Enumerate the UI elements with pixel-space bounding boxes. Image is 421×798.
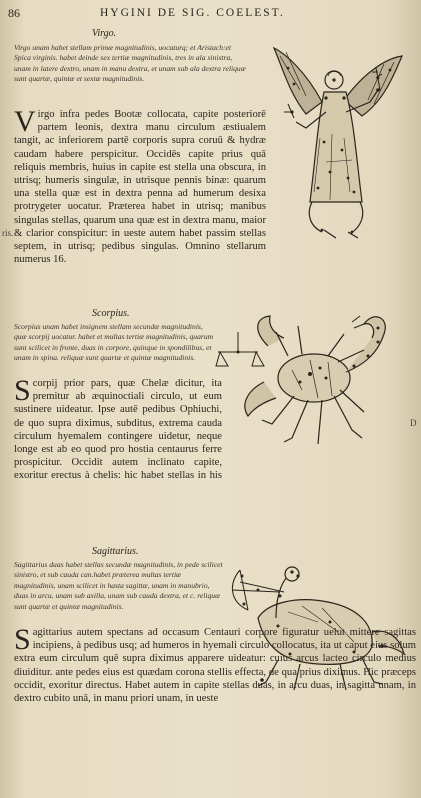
virgo-body: irgo infra pedes Bootæ collocata, capite posteriorē partem leonis, dextra manu circulum æstiualem tangit, ac inferiorem partē corporis supra coruū & hydræ caudam habere perspicitur. Occidēs capite prius quā reliquis membris, huius in capite est stella una obscura, in utrisq; humeris singulæ, in utrisque pennis binæ: quarum una stella quæ est in dextra penna ad humerum desixa protrygeter uocatur. Præterea habet in utrisq; manibus singulas stellas, quarum una quæ est in dextra manu, maior & clarior conspicitur: in ueste autem habet passim stellas septem, in utrisq; pedibus singulas. Omnino stellarum numerus 16. (14, 109, 266, 266)
scorpius-text-wrapped (14, 377, 222, 481)
sagittarius-text (14, 626, 416, 794)
sagittarius-dropcap: S (14, 626, 31, 656)
sagittarius-summary: Sagittarius duas habet stellas secundæ magnitudinis, in pede scilicet sinistro, et sub cauda can.habet præterea multas tertiæ magnitudinis, unam scilicet in hasta sagittæ, unam in manubrio, duas in arcu, unam sub axilla, unam sub cauda dextra, et c. reliquæ sunt quartæ et quintæ magnitudinis. (14, 560, 223, 611)
sagittarius-caption: Sagittarius. (92, 546, 139, 557)
page-number: 86 (8, 6, 20, 20)
virgo-caption: Virgo. (92, 28, 117, 39)
virgo-figure (266, 42, 410, 242)
right-margin-note: D (410, 418, 417, 428)
sagittarius-body: agittarius autem spectans ad occasum Centauri corpore figuratur uelut mittere sagittas incipiens, à pedibus usq; ad humeros in hyemali circulo collocatus, ita ut caput eius solum extra eum circulum quē supra diximus apparere uideatur: cuius arcus lacteo circulo medius diuiditur. ante pedes eius est quædam corona stellis effecta, de qua prius diximus. Hic præceps occidit, exoritur directus. Habet autem in capite stellas duas, in arcu duas, in sagitta unam, in dextro cubito unā, in manu priori unam, in ueste (14, 627, 416, 705)
scorpius-caption: Scorpius. (92, 308, 130, 319)
scorpius-dropcap: S (14, 377, 31, 407)
virgo-text (14, 108, 266, 306)
scorpius-body: corpij prior pars, quæ Chelæ dicitur, ita premitur ab æquinoctiali circulo, ut eum sustinere uideatur. Ipse autē pedibus Ophiuchi, de quo supra diximus, subditus, extrema cauda circulum hyemalem contingere uidetur, neque longe est ab eo quod pro hostia centaurus ferre prospicitur. Occidit autem inclinato capite, exoritur erectus à chelis: hic habet stellas in his (14, 378, 222, 481)
page-header (8, 6, 409, 22)
left-margin-note: ris. (2, 228, 14, 238)
running-title: HYGINI DE SIG. COELEST. (100, 7, 285, 19)
scorpius-summary: Scorpius unam habet insignem stellam secundæ magnitudinis, quæ scorpij uocatur. habet et multas tertiæ magnitudinis, quarum sunt scilicet in fronte, duas in corpore, quinque in spondilibus, et unam in spina. reliquæ sunt quartæ et quintæ magnitudinis. (14, 322, 214, 363)
virgo-dropcap: V (14, 108, 36, 138)
virgo-summary: Virgo unam habet stellam primæ magnitudinis, uocaturq; et Aristach:et Spica virginis. habet deinde sex tertiæ magnitudinis, tres in ala sinistra, unam in latere dextro, unam in manu dextra, et unam sub ala dextra reliquæ sunt quartæ, quintæ et sextæ magnitudinis. (14, 43, 246, 84)
scorpius-figure (214, 312, 400, 462)
